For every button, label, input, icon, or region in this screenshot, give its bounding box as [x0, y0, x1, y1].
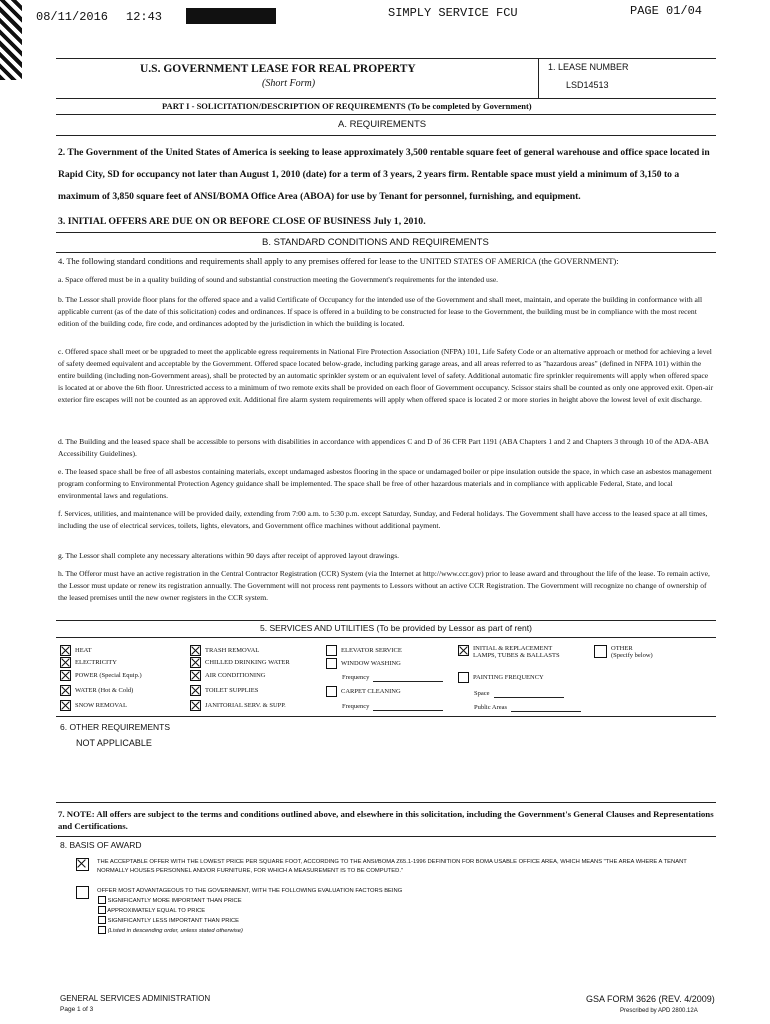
snow-removal-checkbox[interactable]: [60, 700, 71, 711]
frequency-line[interactable]: [373, 673, 443, 682]
service-electricity: [60, 657, 117, 668]
other-requirements-value: NOT APPLICABLE: [76, 738, 152, 748]
service-label: PAINTING FREQUENCY: [473, 674, 544, 681]
section-b-heading: B. STANDARD CONDITIONS AND REQUIREMENTS: [262, 237, 489, 248]
rule: [56, 836, 716, 837]
service-label: POWER (Special Equip.): [75, 672, 142, 679]
basis-of-award-heading: 8. BASIS OF AWARD: [60, 840, 142, 850]
title-bottom-rule: [56, 98, 716, 99]
rule: [56, 252, 716, 253]
label-line: INITIAL & REPLACEMENT: [473, 645, 553, 652]
service-label: Space: [474, 690, 490, 697]
fax-sender: SIMPLY SERVICE FCU: [388, 6, 518, 20]
footer-form-number: GSA FORM 3626 (REV. 4/2009): [586, 994, 715, 1004]
carpet-cleaning-checkbox[interactable]: [326, 686, 337, 697]
service-painting: [458, 672, 544, 683]
section-a-heading: A. REQUIREMENTS: [338, 119, 427, 130]
public-areas-line[interactable]: [511, 703, 581, 712]
service-label: ELEVATOR SERVICE: [341, 647, 402, 654]
fax-page: PAGE 01/04: [630, 4, 703, 18]
factor-less-important: [98, 916, 243, 926]
factor-checkbox[interactable]: [98, 926, 106, 934]
window-washing-checkbox[interactable]: [326, 658, 337, 669]
service-label: [611, 645, 653, 659]
heat-checkbox[interactable]: [60, 645, 71, 656]
factor-note: [98, 926, 243, 936]
form-subtitle: (Short Form): [262, 78, 316, 89]
requirement-2: 2. The Government of the United States of America is seeking to lease approximately 3,500 rentable square feet of general warehouse and office space located in Rapid City, SD for occupancy not later than August 1, 2010 (date) for a term of 3 years, 2 years firm. Rentable space must yield a minimum of 3,150 to a maximum of 3,850 square feet of ANSI/BOMA Office Area (ABOA) for use by Tenant for personnel, furnishing, and equipment.: [58, 147, 710, 202]
fax-edge-pattern: [0, 0, 22, 80]
janitorial-checkbox[interactable]: [190, 700, 201, 711]
other-checkbox[interactable]: [594, 645, 607, 658]
form-title: U.S. GOVERNMENT LEASE FOR REAL PROPERTY: [140, 63, 416, 75]
toilet-supplies-checkbox[interactable]: [190, 685, 201, 696]
water-checkbox[interactable]: [60, 685, 71, 696]
rule: [56, 114, 716, 115]
service-chilled-water: [190, 657, 290, 668]
window-frequency: [342, 673, 443, 682]
label-line: LAMPS, TUBES & BALLASTS: [473, 652, 560, 659]
painting-public: [474, 703, 581, 712]
service-label: CHILLED DRINKING WATER: [205, 659, 290, 666]
service-ac: [190, 670, 265, 681]
service-heat: [60, 645, 92, 656]
service-label: ELECTRICITY: [75, 659, 117, 666]
service-label: Public Areas: [474, 704, 508, 711]
chilled-water-checkbox[interactable]: [190, 657, 201, 668]
rule: [56, 135, 716, 136]
factor-label: SIGNIFICANTLY MORE IMPORTANT THAN PRICE: [107, 898, 242, 904]
service-other: [594, 645, 653, 659]
service-label: AIR CONDITIONING: [205, 672, 266, 679]
award-option-1: [76, 858, 706, 876]
lamps-checkbox[interactable]: [458, 645, 469, 656]
service-elevator: [326, 645, 402, 656]
factor-label: APPROXIMATELY EQUAL TO PRICE: [107, 908, 206, 914]
rule: [56, 716, 716, 717]
service-label: CARPET CLEANING: [341, 688, 401, 695]
redaction-bar: [186, 8, 276, 24]
factor-checkbox[interactable]: [98, 916, 106, 924]
carpet-frequency: [342, 702, 443, 711]
service-label: HEAT: [75, 647, 92, 654]
service-janitorial: [190, 700, 286, 711]
frequency-line[interactable]: [373, 702, 443, 711]
rule: [56, 232, 716, 233]
rule: [56, 620, 716, 621]
rule: [56, 637, 716, 638]
factor-checkbox[interactable]: [98, 896, 106, 904]
award-factors: [98, 896, 243, 936]
service-label: SNOW REMOVAL: [75, 702, 127, 709]
service-label: Frequency: [342, 703, 370, 710]
condition-f: f. Services, utilities, and maintenance will be provided daily, extending from 7:00 a.m. to 5:30 p.m. except Saturday, Sunday, and Federal holidays. The Government shall have access to the leased space at all times, including the use of electrical services, toilets, lights, elevators, and Government office machines without additional payment.: [58, 509, 708, 530]
lease-number: LSD14513: [566, 80, 609, 90]
footer-prescribed: Prescribed by APD 2800.12A: [620, 1008, 698, 1014]
service-lamps: [458, 645, 560, 659]
elevator-checkbox[interactable]: [326, 645, 337, 656]
service-power: [60, 670, 142, 681]
service-snow: [60, 700, 127, 711]
service-window: [326, 658, 401, 669]
condition-d: d. The Building and the leased space shall be accessible to persons with disabilities in accordance with appendices C and D of 36 CFR Part 1191 (ABA Chapters 1 and 2 and Chapters 3 through 10 of the ADA-ABA Accessibility Guidelines).: [58, 437, 709, 458]
trash-checkbox[interactable]: [190, 645, 201, 656]
painting-checkbox[interactable]: [458, 672, 469, 683]
ac-checkbox[interactable]: [190, 670, 201, 681]
factor-label: SIGNIFICANTLY LESS IMPORTANT THAN PRICE: [107, 918, 240, 924]
condition-e: e. The leased space shall be free of all asbestos containing materials, except undamaged asbestos flooring in the space or undamaged boiler or pipe insulation outside the space, in which case an asbestos management program conforming to Environmental Protection Agency guidance shall be implemented. The space shall be free of other hazardous materials and in compliance with applicable Federal, State, and local environmental laws and regulations.: [58, 467, 712, 500]
rule: [56, 802, 716, 803]
label-line: OTHER: [611, 645, 633, 652]
award-lowest-price-text: THE ACCEPTABLE OFFER WITH THE LOWEST PRICE PER SQUARE FOOT, ACCORDING TO THE ANSI/BOMA Z65.1-1996 DEFINITION FOR BOMA USABLE OFFICE AREA, WHICH MEANS "THE AREA WHERE A TENANT NORMALLY HOUSES PERSONNEL AND/OR FURNITURE, FOR WHICH A MEASUREMENT IS TO BE COMPUTED.": [97, 859, 687, 874]
space-line[interactable]: [494, 689, 564, 698]
factor-checkbox[interactable]: [98, 906, 106, 914]
service-label: Frequency: [342, 674, 370, 681]
requirement-3: 3. INITIAL OFFERS ARE DUE ON OR BEFORE CLOSE OF BUSINESS July 1, 2010.: [58, 216, 426, 227]
fax-header: [36, 6, 756, 28]
award-advantageous-text: OFFER MOST ADVANTAGEOUS TO THE GOVERNMENT, WITH THE FOLLOWING EVALUATION FACTORS BEING: [97, 888, 403, 894]
title-top-rule: [56, 58, 716, 59]
service-label: [473, 645, 560, 659]
fax-time: 12:43: [126, 10, 163, 24]
label-line: (Specify below): [611, 652, 653, 659]
service-toilet: [190, 685, 258, 696]
painting-space: [474, 689, 564, 698]
condition-b: b. The Lessor shall provide floor plans for the offered space and a valid Certificate of Occupancy for the intended use of the Government and shall meet, maintain, and operate the building in conformance with all applicable current (as of the date of this solicitation) codes and ordinances. If space is offered in a building to be constructed for lease to the Government, the building must be in compliance with the most recent edition of the building code, fire code, and ordinances adopted by the jurisdiction in which the building is located.: [58, 295, 703, 328]
service-trash: [190, 645, 259, 656]
fax-date: 08/11/2016: [36, 10, 109, 24]
service-carpet: [326, 686, 401, 697]
service-label: WATER (Hot & Cold): [75, 687, 134, 694]
factor-label: (Listed in descending order, unless stated otherwise): [107, 928, 243, 934]
footer-agency: GENERAL SERVICES ADMINISTRATION: [60, 994, 211, 1003]
service-water: [60, 685, 133, 696]
service-label: TRASH REMOVAL: [205, 647, 260, 654]
factor-equal: [98, 906, 243, 916]
service-label: WINDOW WASHING: [341, 660, 401, 667]
electricity-checkbox[interactable]: [60, 657, 71, 668]
condition-g: g. The Lessor shall complete any necessary alterations within 90 days after receipt of approved layout drawings.: [58, 551, 400, 560]
condition-c: c. Offered space shall meet or be upgraded to meet the applicable egress requirements in National Fire Protection Association (NFPA) 101, Life Safety Code or an alternative approach or method for achieving a level of safety deemed equivalent and acceptable by the Government. Offered space located below-grade, including parking garage areas, and all areas referred to as "hazardous areas" (defined in NFPA 101) within the entire building (including non-Government areas), shall be protected by an automatic sprinkler system or an equivalent level of safety. Additional automatic fire sprinkler requirements will apply when offered space is located at or above the 6th floor. Unrestricted access to a minimum of two remote exits shall be provided on each floor of Government occupancy. Scissor stairs shall be counted as only one approved exit. Open-air exterior fire escapes will not be counted as an approved exit. Additional fire alarm system requirements will apply when offered space is located 2 or more stories in height above the lowest level of exit discharge.: [58, 347, 714, 404]
award-lowest-price-checkbox[interactable]: [76, 858, 89, 871]
award-advantageous-checkbox[interactable]: [76, 886, 89, 899]
condition-a: a. Space offered must be in a quality building of sound and substantial construction meeting the Government's requirements for the intended use.: [58, 275, 499, 284]
other-requirements-heading: 6. OTHER REQUIREMENTS: [60, 722, 171, 732]
condition-h: h. The Offeror must have an active registration in the Central Contractor Registration (CCR) System (via the Internet at http://www.ccr.gov) prior to lease award and throughout the life of the lease. To remain active, the Lessor must update or renew its registration annually. The Government will not process rent payments to Lessors without an active CCR Registration. The Government will recognize no change of ownership of the leased premises until the new owner registers in the CCR system.: [58, 569, 710, 602]
title-divider: [538, 58, 539, 98]
service-label: JANITORIAL SERV. & SUPP.: [205, 702, 286, 709]
services-heading: 5. SERVICES AND UTILITIES (To be provided by Lessor as part of rent): [260, 623, 532, 633]
service-label: TOILET SUPPLIES: [205, 687, 259, 694]
footer-page: Page 1 of 3: [60, 1006, 94, 1013]
note-7: 7. NOTE: All offers are subject to the terms and conditions outlined above, and elsewhere in this solicitation, including the Government's General Clauses and Representations and Certifications.: [58, 809, 714, 831]
condition-4: 4. The following standard conditions and requirements shall apply to any premises offered for lease to the UNITED STATES OF AMERICA (the GOVERNMENT):: [58, 256, 619, 266]
power-checkbox[interactable]: [60, 670, 71, 681]
part1-heading: PART I - SOLICITATION/DESCRIPTION OF REQUIREMENTS (To be completed by Government): [162, 101, 532, 111]
lease-number-label: 1. LEASE NUMBER: [548, 62, 629, 72]
factor-more-important: [98, 896, 243, 906]
